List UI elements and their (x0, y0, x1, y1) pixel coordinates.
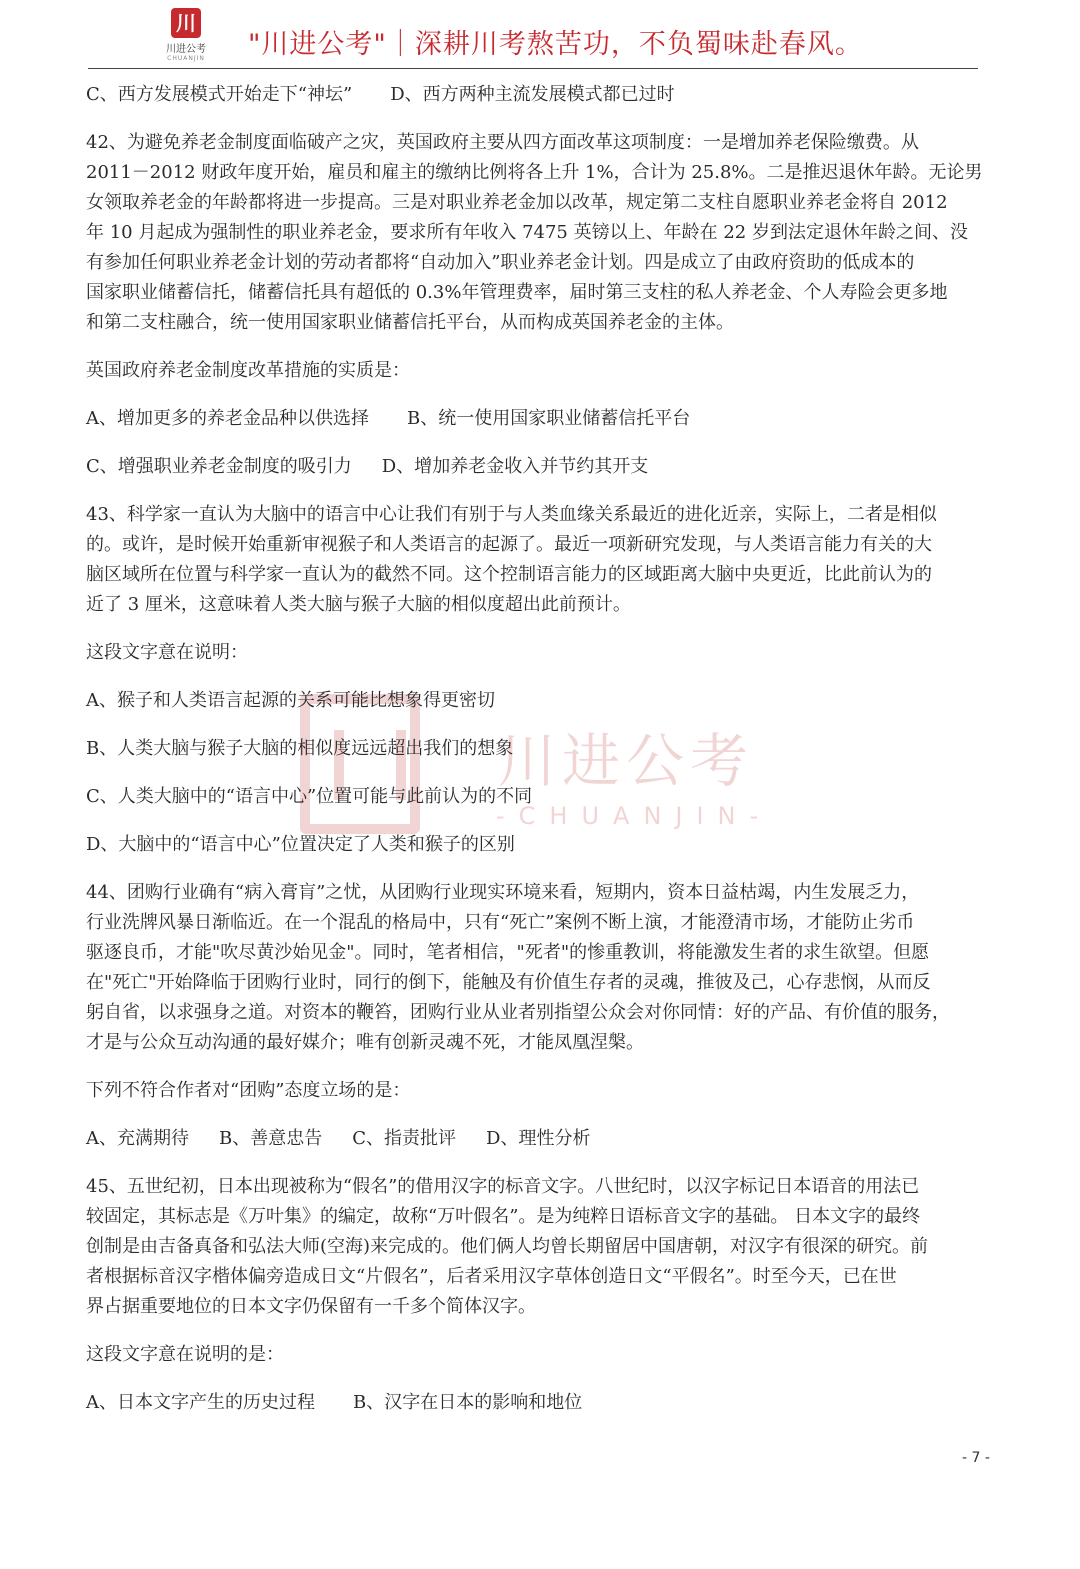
q43-stem (86, 500, 992, 620)
logo-subtext: CHUANJIN (167, 55, 205, 62)
q44-line: 驱逐良币，才能"吹尽黄沙始见金"。同时，笔者相信，"死者"的惨重教训，将能激发生者的求生欲望。但愿 (86, 942, 930, 963)
q42-line: 2011－2012 财政年度开始，雇员和雇主的缴纳比例将各上升 1%，合计为 25.8%。二是推迟退休年龄。无论男 (86, 162, 983, 183)
q44-line: 躬自省，以求强身之道。对资本的鞭笞，团购行业从业者别指望公众会对你同情：好的产品、有价值的服务， (86, 1002, 950, 1023)
logo-text: 川进公考 (166, 44, 206, 55)
logo-mark-icon: 川 (171, 8, 201, 38)
q45-option-a: A、日本文字产生的历史过程 (86, 1392, 315, 1413)
q41-option-d: D、西方两种主流发展模式都已过时 (390, 84, 675, 105)
q43-question: 这段文字意在说明： (86, 642, 248, 663)
q43-line: 脑区域所在位置与科学家一直认为的截然不同。这个控制语言能力的区域距离大脑中央更近，比此前认为的 (86, 564, 932, 585)
q45-line: 45、五世纪初，日本出现被称为“假名”的借用汉字的标音文字。八世纪时，以汉字标记日本语音的用法已 (86, 1176, 920, 1197)
q43-line: 的。或许，是时候开始重新审视猴子和人类语言的起源了。最近一项新研究发现，与人类语言能力有关的大 (86, 534, 932, 555)
q42-option-a: A、增加更多的养老金品种以供选择 (86, 408, 369, 429)
q42-option-c: C、增强职业养老金制度的吸引力 (86, 456, 352, 477)
q43-option-c: C、人类大脑中的“语言中心”位置可能与此前认为的不同 (86, 786, 533, 807)
q44-option-b: B、善意忠告 (219, 1128, 323, 1149)
q41-option-c: C、西方发展模式开始走下“神坛” (86, 84, 353, 105)
q42-line: 国家职业储蓄信托，储蓄信托具有超低的 0.3%年管理费率，届时第三支柱的私人养老金、个人寿险会更多地 (86, 282, 948, 303)
page-number: - 7 - (962, 1450, 990, 1466)
brand-logo (158, 8, 214, 68)
q45-line: 较固定，其标志是《万叶集》的编定，故称“万叶假名”。是为纯粹日语标音文字的基础。 日本文字的最终 (86, 1206, 921, 1227)
page-header (0, 0, 1080, 72)
q44-option-c: C、指责批评 (352, 1128, 457, 1149)
q44-line: 44、团购行业确有“病入膏肓”之忧，从团购行业现实环境来看，短期内，资本日益枯竭，内生发展乏力， (86, 882, 920, 903)
q42-question: 英国政府养老金制度改革措施的实质是： (86, 360, 410, 381)
q44-option-d: D、理性分析 (486, 1128, 591, 1149)
q45-options-ab (86, 1388, 992, 1418)
q43-line: 近了 3 厘米，这意味着人类大脑与猴子大脑的相似度超出此前预计。 (86, 594, 631, 615)
q44-question: 下列不符合作者对“团购”态度立场的是： (86, 1080, 411, 1101)
q44-line: 在"死亡"开始降临于团购行业时，同行的倒下，能触及有价值生存者的灵魂，推彼及己，心存悲悯，从而反 (86, 972, 931, 993)
q42-line: 有参加任何职业养老金计划的劳动者都将“自动加入”职业养老金计划。四是成立了由政府资助的低成本的 (86, 252, 915, 273)
q42-option-d: D、增加养老金收入并节约其开支 (381, 456, 649, 477)
q42-line: 女领取养老金的年龄都将进一步提高。三是对职业养老金加以改革，规定第二支柱自愿职业养老金将自 2012 (86, 192, 948, 213)
q42-options-ab (86, 404, 992, 434)
q43-option-b: B、人类大脑与猴子大脑的相似度远远超出我们的想象 (86, 738, 514, 759)
q42-stem (86, 128, 992, 338)
header-divider (88, 68, 978, 69)
q43-option-d: D、大脑中的“语言中心”位置决定了人类和猴子的区别 (86, 834, 515, 855)
q44-line: 才是与公众互动沟通的最好媒介；唯有创新灵魂不死，才能凤凰涅槃。 (86, 1032, 644, 1053)
page-content (86, 80, 992, 1418)
header-slogan: "川进公考"｜深耕川考熬苦功，不负蜀味赴春风。 (248, 29, 863, 60)
q45-question: 这段文字意在说明的是： (86, 1344, 284, 1365)
q42-option-b: B、统一使用国家职业储蓄信托平台 (407, 408, 691, 429)
q45-stem (86, 1172, 992, 1322)
q44-options (86, 1124, 992, 1154)
q42-options-cd (86, 452, 992, 482)
q44-option-a: A、充满期待 (86, 1128, 189, 1149)
q43-line: 43、科学家一直认为大脑中的语言中心让我们有别于与人类血缘关系最近的进化近亲，实际上，二者是相似 (86, 504, 937, 525)
q44-line: 行业洗牌风暴日渐临近。在一个混乱的格局中，只有“死亡”案例不断上演，才能澄清市场，才能防止劣币 (86, 912, 915, 933)
q42-line: 年 10 月起成为强制性的职业养老金，要求所有年收入 7475 英镑以上、年龄在 22 岁到法定退休年龄之间、没 (86, 222, 968, 243)
q45-line: 者根据标音汉字楷体偏旁造成日文“片假名”，后者采用汉字草体创造日文“平假名”。时至今天，已在世 (86, 1266, 897, 1287)
q45-option-b: B、汉字在日本的影响和地位 (353, 1392, 583, 1413)
q42-line: 42、为避免养老金制度面临破产之灾，英国政府主要从四方面改革这项制度：一是增加养老保险缴费。从 (86, 132, 919, 153)
q45-line: 界占据重要地位的日本文字仍保留有一千多个简体汉字。 (86, 1296, 536, 1317)
q45-line: 创制是由吉备真备和弘法大师(空海)来完成的。他们俩人均曾长期留居中国唐朝，对汉字有很深的研究。前 (86, 1236, 929, 1257)
watermark-subtitle: -CHUANJIN- (496, 802, 773, 830)
q41-options-cd (86, 80, 992, 110)
watermark-title: 川进公考 (498, 727, 755, 795)
q42-line: 和第二支柱融合，统一使用国家职业储蓄信托平台，从而构成英国养老金的主体。 (86, 312, 734, 333)
q44-stem (86, 878, 992, 1058)
q43-option-a: A、猴子和人类语言起源的关系可能比想象得更密切 (86, 690, 495, 711)
